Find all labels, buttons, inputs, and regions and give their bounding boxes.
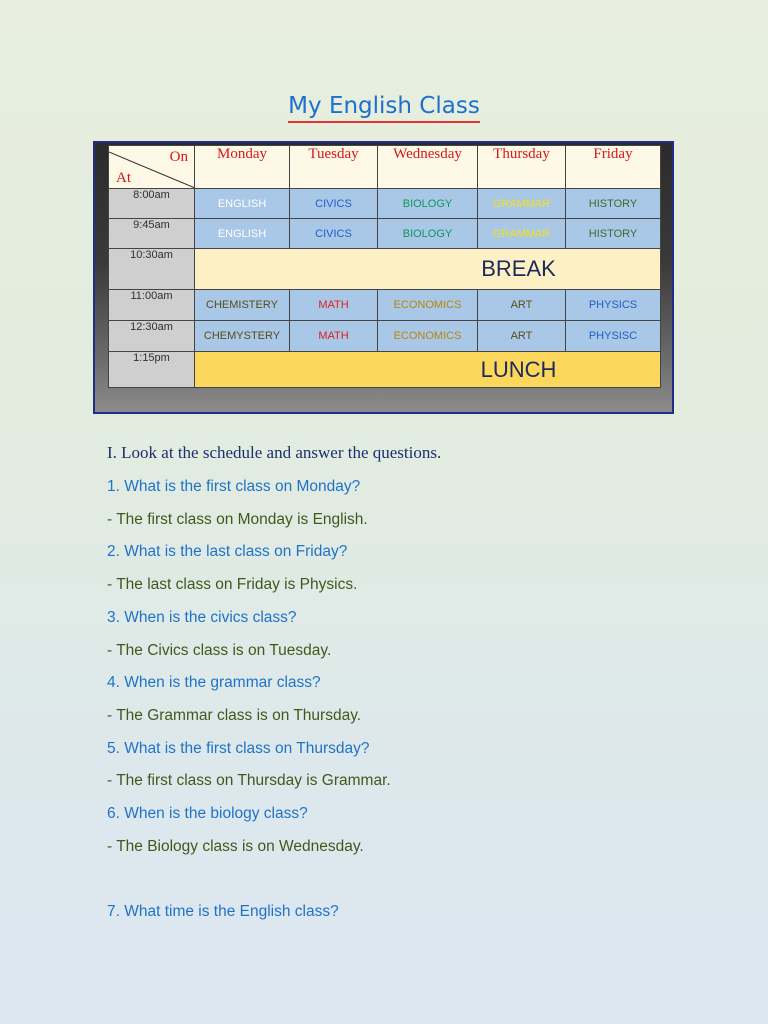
answer-text: - The first class on Thursday is Grammar. (107, 772, 391, 789)
answer-text: - The first class on Monday is English. (107, 511, 368, 528)
lunch-label: LUNCH (480, 356, 557, 382)
time-cell: 9:45am (109, 219, 195, 249)
class-cell: BIOLOGY (378, 189, 478, 219)
schedule-table (108, 145, 661, 388)
answer-text: - The Grammar class is on Thursday. (107, 707, 362, 724)
question-text: 5. What is the first class on Thursday? (107, 740, 370, 757)
class-cell: ART (478, 290, 566, 321)
schedule-row (109, 290, 661, 321)
time-cell: 10:30am (109, 249, 195, 290)
break-cell (195, 249, 661, 290)
question-text: 3. When is the civics class? (107, 609, 297, 626)
corner-on-label: On (169, 149, 188, 165)
class-cell: ENGLISH (195, 219, 290, 249)
time-cell: 8:00am (109, 189, 195, 219)
day-header-tuesday: Tuesday (290, 146, 378, 189)
schedule-header-row (109, 146, 661, 189)
corner-at-label: At (116, 170, 131, 186)
class-cell: BIOLOGY (378, 219, 478, 249)
answer-text: - The last class on Friday is Physics. (107, 576, 358, 593)
class-cell: PHYSICS (566, 290, 661, 321)
class-cell: ECONOMICS (378, 321, 478, 352)
class-cell: ART (478, 321, 566, 352)
schedule-row-break (109, 249, 661, 290)
class-cell: ENGLISH (195, 189, 290, 219)
day-header-friday: Friday (566, 146, 661, 189)
class-cell: CIVICS (290, 189, 378, 219)
schedule-row (109, 321, 661, 352)
time-cell: 11:00am (109, 290, 195, 321)
class-cell: ECONOMICS (378, 290, 478, 321)
answer-text: - The Civics class is on Tuesday. (107, 642, 332, 659)
day-header-thursday: Thursday (478, 146, 566, 189)
question-text: 2. What is the last class on Friday? (107, 543, 348, 560)
class-cell: CIVICS (290, 219, 378, 249)
class-cell: GRAMMAR (478, 189, 566, 219)
class-cell: CHEMISTERY (195, 290, 290, 321)
day-header-wednesday: Wednesday (378, 146, 478, 189)
class-cell: PHYSISC (566, 321, 661, 352)
page-title (0, 93, 768, 123)
time-cell: 1:15pm (109, 352, 195, 388)
question-text: 1. What is the first class on Monday? (107, 478, 361, 495)
schedule-frame (93, 141, 674, 414)
class-cell: CHEMYSTERY (195, 321, 290, 352)
time-cell: 12:30am (109, 321, 195, 352)
day-header-monday: Monday (195, 146, 290, 189)
class-cell: HISTORY (566, 189, 661, 219)
schedule-row (109, 189, 661, 219)
class-cell: HISTORY (566, 219, 661, 249)
class-cell: MATH (290, 321, 378, 352)
question-text: 7. What time is the English class? (107, 903, 339, 920)
schedule-row-lunch (109, 352, 661, 388)
answer-text: - The Biology class is on Wednesday. (107, 838, 364, 855)
title-text: My English Class (288, 93, 480, 123)
class-cell: MATH (290, 290, 378, 321)
instruction-text: I. Look at the schedule and answer the questions. (107, 443, 442, 462)
question-text: 6. When is the biology class? (107, 805, 308, 822)
question-text: 4. When is the grammar class? (107, 674, 321, 691)
break-label: BREAK (481, 256, 556, 281)
class-cell: GRAMMAR (478, 219, 566, 249)
schedule-row (109, 219, 661, 249)
lunch-cell (195, 352, 661, 388)
corner-cell (109, 146, 195, 189)
